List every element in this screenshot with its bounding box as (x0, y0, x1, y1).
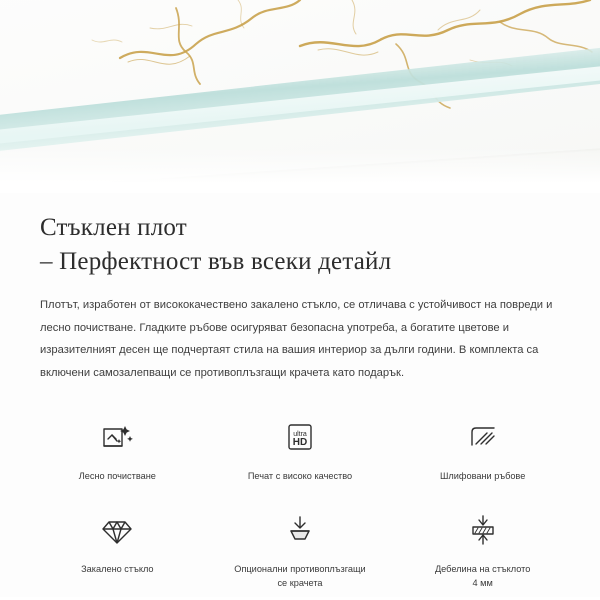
feature-label: Печат с високо качество (247, 470, 353, 481)
title-line-1: Стъклен плот (40, 214, 187, 242)
description-content (0, 193, 600, 384)
hero-image (0, 0, 600, 193)
easy-clean-icon (94, 414, 140, 460)
feature-item-anti-slip-feet (209, 499, 392, 600)
feature-item-print-quality (209, 406, 392, 493)
ultra-hd-print-icon (277, 414, 323, 460)
feature-label: Шлифовани ръбове (439, 470, 526, 481)
feature-grid (0, 406, 600, 600)
thickness-arrows-icon (460, 507, 506, 553)
feature-label-main: Дебелина на стъклото (434, 564, 531, 575)
feature-label (234, 563, 365, 590)
feature-label: Закалено стъкло (81, 564, 154, 575)
feature-label-main: Опционални противоплъзгащи (234, 564, 366, 575)
anti-slip-feet-icon (277, 507, 323, 553)
feature-item-easy-clean (26, 406, 209, 493)
feature-label-sub: 4 мм (472, 577, 493, 588)
hero-bottom-fade (0, 147, 600, 193)
page-title (40, 211, 560, 278)
polished-edges-icon (460, 414, 506, 460)
feature-item-polished-edges (391, 406, 574, 493)
tempered-glass-diamond-icon (94, 507, 140, 553)
feature-label: Лесно почистване (78, 470, 156, 481)
svg-text:HD: HD (292, 436, 308, 448)
description-paragraph: Плотът, изработен от висококачествено закалено стъкло, се отличава с устойчивост на повреди и лесно почистване. Гладките ръбове осигуряват безопасна употреба, а богатите цветове и изразителният десен ще подчертаят стила на вашия интериор за дълги години. В комплекта са включени самозалепващи се противоплъзгащи крачета като подарък. (40, 299, 553, 379)
feature-item-thickness (391, 499, 574, 600)
feature-label (435, 563, 530, 590)
feature-item-tempered-glass (26, 499, 209, 600)
svg-text:ultra: ultra (293, 430, 307, 438)
feature-label-sub: се крачета (277, 577, 323, 588)
title-line-2: – Перфектност във всеки детайл (40, 247, 392, 275)
